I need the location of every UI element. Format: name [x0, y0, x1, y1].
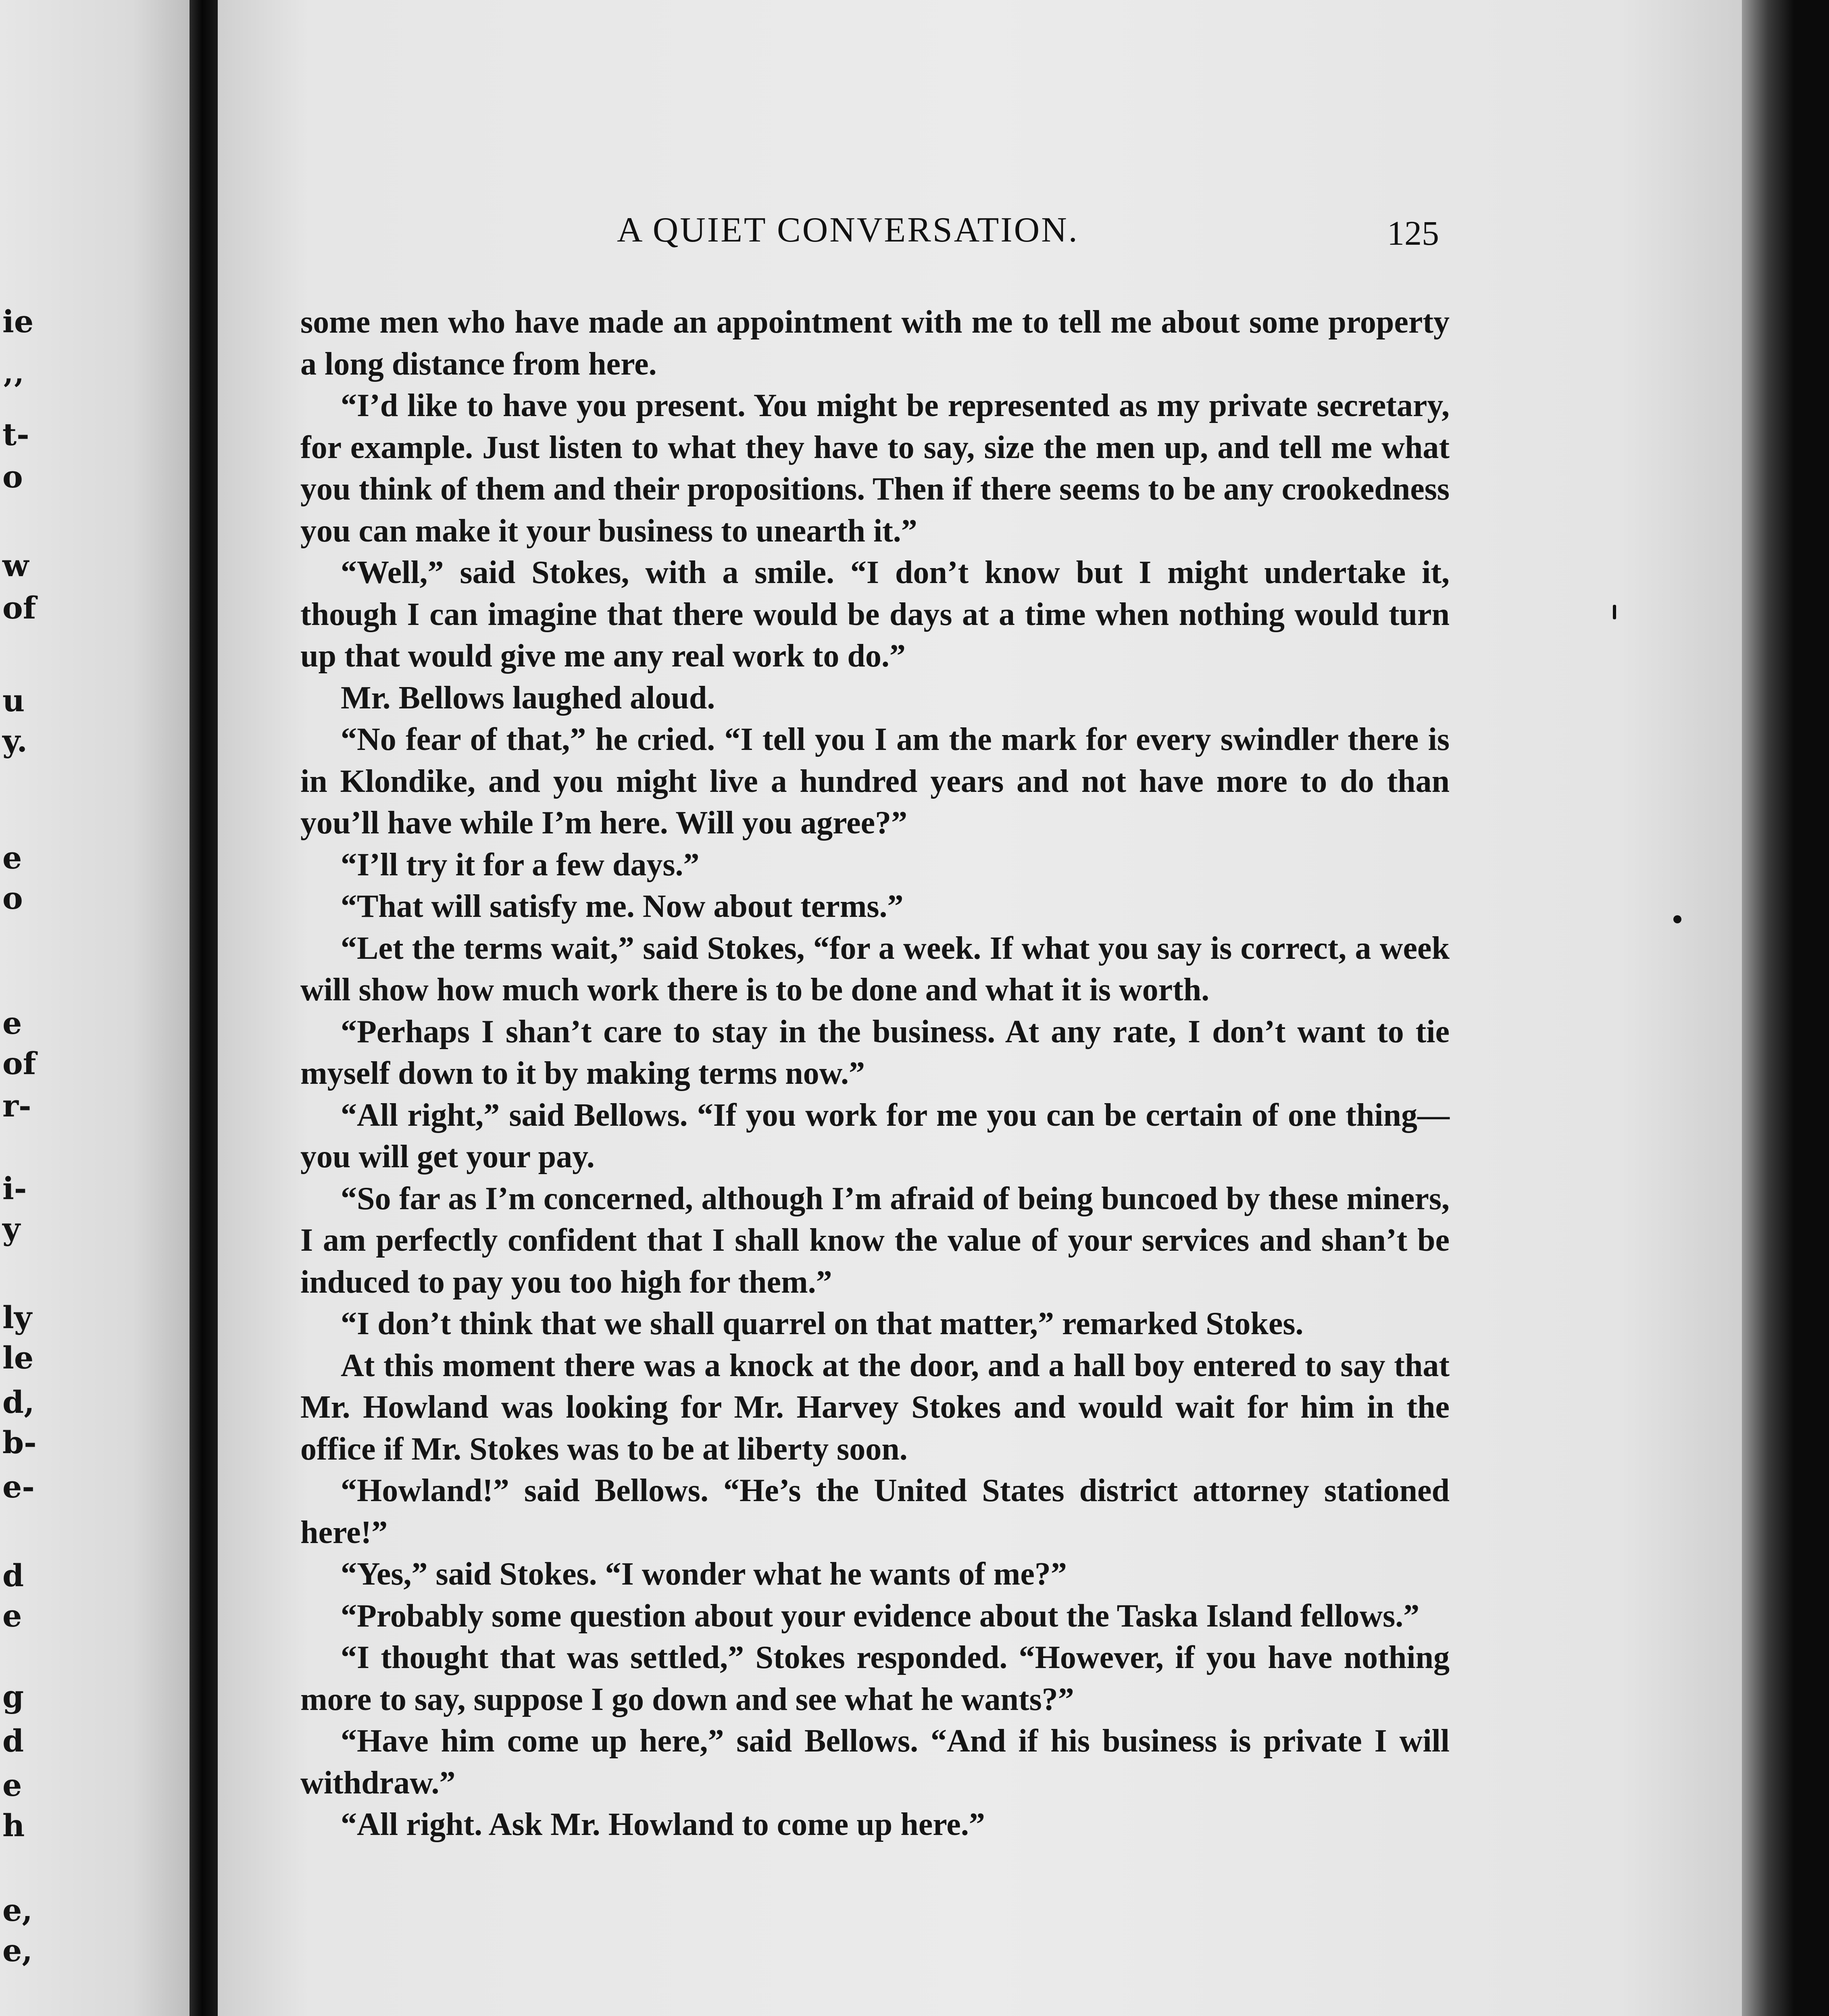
left-page-fragment: ly — [2, 1300, 32, 1335]
left-page-fragment: e- — [2, 1469, 35, 1505]
body-text — [300, 302, 1450, 1846]
left-page-fragment: le — [2, 1340, 34, 1376]
paragraph: “Howland!” said Bellows. “He’s the United States district attorney stationed here!” — [300, 1473, 1450, 1550]
paragraph: “I’d like to have you present. You might be represented as my private secretary, for example. Just listen to what they have to say, size the men up, and tell me what you think of them and their propositions. Then if there seems to be any crookedness you can make it your business to unearth it.” — [300, 388, 1450, 549]
book-gutter — [190, 0, 218, 2016]
left-page-fragment: ’’ — [2, 372, 24, 408]
left-page-fragment: y — [2, 1211, 21, 1247]
running-head: A QUIET CONVERSATION. — [617, 210, 1079, 250]
left-page-fragment: o — [2, 459, 23, 495]
ink-speck — [1673, 915, 1681, 923]
left-page-fragment: i- — [2, 1170, 27, 1206]
left-page-fragment: h — [2, 1808, 25, 1843]
left-page-fragment: of — [2, 1045, 36, 1081]
left-page-fragment: d — [2, 1723, 24, 1759]
left-page-fragment: e — [2, 1005, 22, 1041]
paragraph: “All right,” said Bellows. “If you work for me you can be certain of one thing—you will get your pay. — [300, 1097, 1450, 1175]
left-page-edge — [0, 0, 190, 2016]
left-page-fragment: u — [2, 683, 25, 719]
paragraph: “I thought that was settled,” Stokes responded. “However, if you have nothing more to say, suppose I go down and see what he wants?” — [300, 1640, 1450, 1717]
left-page-fragment: e, — [2, 1892, 33, 1928]
ink-speck — [1613, 605, 1616, 619]
left-page-fragment: e — [2, 1767, 22, 1803]
paragraph: At this moment there was a knock at the door, and a hall boy entered to say that Mr. Howland was looking for Mr. Harvey Stokes and would wait for him in the office if Mr. Stokes was to be at liberty soon. — [300, 1347, 1450, 1467]
paragraph: “Yes,” said Stokes. “I wonder what he wants of me?” — [341, 1556, 1067, 1592]
left-page-fragment: r- — [2, 1088, 31, 1124]
paragraph: “I don’t think that we shall quarrel on that matter,” remarked Stokes. — [341, 1306, 1304, 1341]
left-page-fragment: e — [2, 1598, 22, 1634]
show-through-bleed — [1448, 185, 1738, 2016]
paragraph: Mr. Bellows laughed aloud. — [341, 680, 715, 716]
paragraph: “So far as I’m concerned, although I’m afraid of being buncoed by these miners, I am perfectly confident that I shall know the value of your services and shan’t be induced to pay you too high for them.” — [300, 1181, 1450, 1300]
left-page-fragment: d — [2, 1558, 24, 1593]
paragraph: “Well,” said Stokes, with a smile. “I don’t know but I might undertake it, though I can imagine that there would be days at a time when nothing would turn up that would give me any real work to do.” — [300, 555, 1450, 674]
left-page-fragment: e, — [2, 1933, 33, 1968]
paragraph: “Let the terms wait,” said Stokes, “for a week. If what you say is correct, a week will show how much work there is to be done and what it is worth. — [300, 930, 1450, 1008]
page-number: 125 — [1387, 214, 1439, 252]
paragraph: some men who have made an appointment with me to tell me about some property a long distance from here. — [300, 304, 1450, 382]
left-page-fragment: e — [2, 840, 22, 876]
left-page-fragment: t- — [2, 417, 29, 452]
left-page-fragment: of — [2, 590, 36, 626]
right-page-edge — [1742, 0, 1829, 2016]
paragraph: “No fear of that,” he cried. “I tell you I am the mark for every swindler there is in Klondike, and you might live a hundred years and not have more to do than you’ll have while I’m here. Will you agree?” — [300, 722, 1450, 841]
paragraph: “All right. Ask Mr. Howland to come up here.” — [341, 1807, 985, 1842]
left-page-fragment: d, — [2, 1384, 35, 1420]
left-page-fragment: b- — [2, 1425, 37, 1460]
left-page-fragment: w — [2, 548, 29, 583]
paragraph: “Have him come up here,” said Bellows. “And if his business is private I will withdraw.” — [300, 1723, 1450, 1801]
left-page-fragment: g — [2, 1679, 24, 1714]
left-page-fragment: o — [2, 880, 23, 916]
paragraph: “Perhaps I shan’t care to stay in the business. At any rate, I don’t want to tie myself down to it by making terms now.” — [300, 1014, 1450, 1091]
paragraph: “Probably some question about your evidence about the Taska Island fellows.” — [341, 1598, 1420, 1634]
left-page-fragment: ie — [2, 304, 34, 339]
paragraph: “I’ll try it for a few days.” — [341, 847, 700, 883]
paragraph: “That will satisfy me. Now about terms.” — [341, 889, 904, 924]
left-page-fragment: y. — [2, 723, 27, 759]
